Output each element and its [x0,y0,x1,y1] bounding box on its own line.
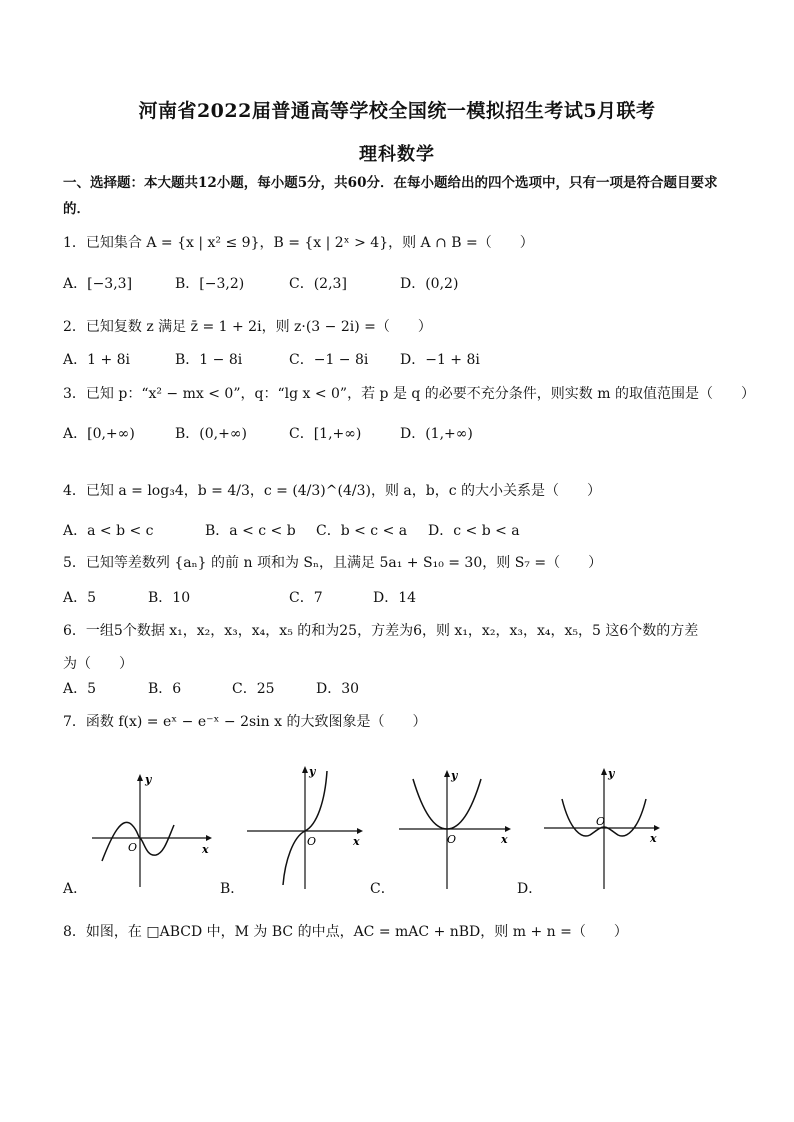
graph-d-x-label: x [650,832,657,845]
q2-option-a: A．1 + 8i [63,352,131,368]
graph-c-label: C． [370,881,395,897]
graph-b-y-label: y [309,765,316,778]
q6-stem-cont: 为（ ） [63,656,133,672]
graph-d-origin: O [596,815,606,828]
graph-b-origin: O [307,835,317,848]
graph-b-label: B． [220,881,245,897]
q5-option-d: D．14 [373,590,417,606]
q3-option-c: C．[1,+∞) [289,426,362,442]
q1-option-d: D．(0,2) [400,276,459,292]
q5-option-a: A．5 [63,590,97,606]
q2-option-b: B．1 − 8i [175,352,243,368]
q7-stem: 7．函数 f(x) = eˣ − e⁻ˣ − 2sin x 的大致图象是（ ） [63,714,427,730]
q1-stem: 1．已知集合 A = {x | x² ≤ 9}，B = {x | 2ˣ > 4}，则 A ∩ B =（ ） [63,235,534,251]
graph-b-x-label: x [353,835,360,848]
graph-c [395,765,523,890]
q4-option-d: D．c < b < a [428,523,520,539]
graph-a-y-label: y [145,773,152,786]
section-heading: 一、选择题：本大题共12小题，每小题5分，共60分．在每小题给出的四个选项中，只有一项是符合题目要求的． [63,175,718,217]
graph-d [540,765,668,890]
exam-subtitle: 理科数学 [359,144,435,165]
q2-option-d: D．−1 + 8i [400,352,480,368]
q2-stem: 2．已知复数 z 满足 z̄ = 1 + 2i，则 z·(3 − 2i) =（ ） [63,319,432,335]
graph-d-label: D． [517,881,543,897]
q5-option-c: C．7 [289,590,323,606]
q4-option-b: B．a < c < b [205,523,296,539]
exam-title: 河南省2022届普通高等学校全国统一模拟招生考试5月联考 [138,100,656,122]
graph-c-x-label: x [501,833,508,846]
q3-option-a: A．[0,+∞) [63,426,135,442]
q6-option-d: D．30 [316,681,360,697]
q3-option-b: B．(0,+∞) [175,426,247,442]
graph-a-x-label: x [202,843,209,856]
q3-stem: 3．已知 p：“x² − mx < 0”，q：“lg x < 0”，若 p 是 q 的必要不充分条件，则实数 m 的取值范围是（ ） [63,386,755,402]
q8-stem: 8．如图，在 □ABCD 中，M 为 BC 的中点，AC = mAC + nBD，则 m + n =（ ） [63,924,628,940]
q1-option-a: A．[−3,3] [63,276,133,292]
q3-option-d: D．(1,+∞) [400,426,473,442]
q1-option-c: C．(2,3] [289,276,347,292]
q4-stem: 4．已知 a = log₃4，b = 4/3，c = (4/3)^(4/3)，则 a，b，c 的大小关系是（ ） [63,483,602,499]
q5-stem: 5．已知等差数列 {aₙ} 的前 n 项和为 Sₙ，且满足 5a₁ + S₁₀ = 30，则 S₇ =（ ） [63,555,603,571]
graph-a [88,765,216,890]
q6-option-c: C．25 [232,681,275,697]
q6-option-b: B．6 [148,681,182,697]
q4-option-a: A．a < b < c [63,523,154,539]
q6-stem: 6．一组5个数据 x₁，x₂，x₃，x₄，x₅ 的和为25，方差为6，则 x₁，x₂，x₃，x₄，x₅，5 这6个数的方差 [63,623,699,639]
graph-d-y-label: y [608,767,615,780]
graph-c-origin: O [447,833,457,846]
q2-option-c: C．−1 − 8i [289,352,369,368]
graph-b [243,765,371,890]
q1-option-b: B．[−3,2) [175,276,245,292]
graph-a-origin: O [128,841,138,854]
q6-option-a: A．5 [63,681,97,697]
q5-option-b: B．10 [148,590,191,606]
q4-option-c: C．b < c < a [316,523,408,539]
graph-a-label: A． [63,881,88,897]
graph-c-y-label: y [451,769,458,782]
